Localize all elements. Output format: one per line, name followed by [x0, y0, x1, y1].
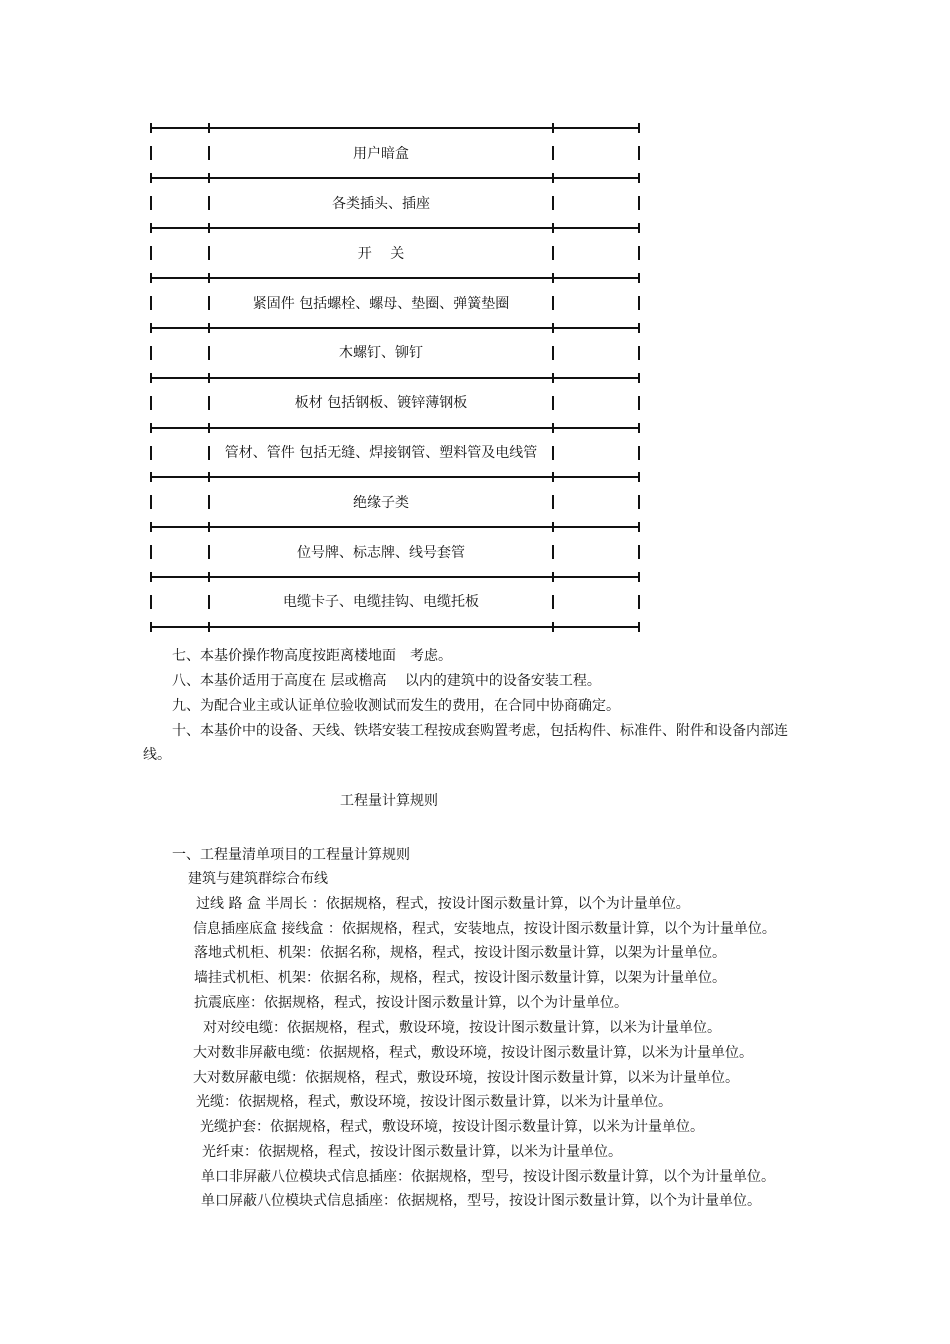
table-cell: 电缆卡子、电缆挂钩、电缆托板 — [283, 594, 479, 610]
table-border-bar — [208, 545, 210, 559]
table-border-tick — [552, 423, 554, 433]
table-cell: 位号牌、标志牌、线号套管 — [297, 545, 465, 561]
table-cell: 用户暗盒 — [353, 146, 409, 162]
table-border-tick — [552, 223, 554, 233]
note-9: 九、为配合业主或认证单位验收测试而发生的费用，在合同中协商确定。 — [172, 698, 620, 714]
table-border-tick — [150, 323, 152, 333]
table-border-bar — [150, 495, 152, 509]
table-rule — [150, 227, 640, 229]
table-border-bar — [208, 346, 210, 360]
table-border-bar — [150, 246, 152, 260]
rule-item: 单口非屏蔽八位模块式信息插座：依据规格，型号，按设计图示数量计算，以个为计量单位。 — [201, 1169, 775, 1185]
table-border-bar — [208, 595, 210, 609]
table-border-bar — [552, 495, 554, 509]
rule-item: 对对绞电缆：依据规格，程式，敷设环境，按设计图示数量计算，以米为计量单位。 — [203, 1020, 721, 1036]
table-border-bar — [150, 346, 152, 360]
materials-table — [150, 121, 640, 629]
table-cell: 板材 包括钢板、镀锌薄钢板 — [294, 395, 468, 411]
table-rule — [150, 277, 640, 279]
rules-subheading: 建筑与建筑群综合布线 — [188, 871, 328, 887]
table-border-bar — [150, 396, 152, 410]
rules-heading: 一、工程量清单项目的工程量计算规则 — [172, 847, 410, 863]
table-border-tick — [208, 522, 210, 532]
table-border-tick — [552, 522, 554, 532]
table-border-tick — [150, 472, 152, 482]
table-border-bar — [552, 296, 554, 310]
table-rule — [150, 327, 640, 329]
table-border-bar — [208, 495, 210, 509]
table-border-tick — [552, 472, 554, 482]
table-border-tick — [638, 572, 640, 582]
table-border-bar — [638, 146, 640, 160]
table-border-bar — [208, 196, 210, 210]
table-border-tick — [208, 472, 210, 482]
table-border-tick — [638, 622, 640, 632]
table-border-tick — [208, 373, 210, 383]
table-cell: 绝缘子类 — [353, 495, 409, 511]
table-border-bar — [638, 396, 640, 410]
table-rule — [150, 476, 640, 478]
table-border-tick — [208, 123, 210, 133]
table-border-tick — [638, 123, 640, 133]
table-border-bar — [638, 196, 640, 210]
table-rule — [150, 526, 640, 528]
table-border-tick — [638, 522, 640, 532]
table-border-tick — [638, 323, 640, 333]
table-rule — [150, 127, 640, 129]
table-border-tick — [208, 223, 210, 233]
table-border-tick — [150, 572, 152, 582]
table-border-tick — [552, 273, 554, 283]
table-border-bar — [150, 545, 152, 559]
note-10-continuation: 线。 — [143, 747, 171, 763]
rule-item: 光缆护套：依据规格，程式，敷设环境，按设计图示数量计算，以米为计量单位。 — [200, 1119, 704, 1135]
table-cell: 各类插头、插座 — [332, 196, 430, 212]
table-border-bar — [552, 196, 554, 210]
rule-item: 大对数非屏蔽电缆：依据规格，程式，敷设环境，按设计图示数量计算，以米为计量单位。 — [193, 1045, 753, 1061]
table-border-bar — [208, 246, 210, 260]
table-cell: 木螺钉、铆钉 — [339, 345, 423, 361]
table-border-bar — [150, 296, 152, 310]
table-rule — [150, 377, 640, 379]
table-border-tick — [150, 522, 152, 532]
table-border-bar — [552, 346, 554, 360]
table-border-tick — [208, 622, 210, 632]
table-border-tick — [150, 173, 152, 183]
table-border-tick — [150, 273, 152, 283]
table-cell: 开 关 — [357, 246, 405, 262]
table-border-tick — [552, 622, 554, 632]
rule-item: 落地式机柜、机架：依据名称，规格，程式，按设计图示数量计算，以架为计量单位。 — [194, 945, 726, 961]
table-rule — [150, 626, 640, 628]
section-title: 工程量计算规则 — [340, 793, 438, 809]
table-border-tick — [208, 273, 210, 283]
table-border-bar — [638, 246, 640, 260]
table-border-tick — [150, 223, 152, 233]
table-border-tick — [208, 572, 210, 582]
rule-item: 信息插座底盒 接线盒 ：依据规格，程式，安装地点，按设计图示数量计算，以个为计量单位。 — [193, 921, 776, 937]
table-border-tick — [208, 173, 210, 183]
rule-item: 过线 路 盒 半周长 ：依据规格，程式，按设计图示数量计算，以个为计量单位。 — [196, 896, 690, 912]
table-border-bar — [208, 396, 210, 410]
table-border-tick — [638, 472, 640, 482]
table-border-tick — [552, 323, 554, 333]
rule-item: 抗震底座：依据规格，程式，按设计图示数量计算，以个为计量单位。 — [194, 995, 628, 1011]
rule-item: 大对数屏蔽电缆：依据规格，程式，敷设环境，按设计图示数量计算，以米为计量单位。 — [193, 1070, 739, 1086]
table-border-tick — [208, 423, 210, 433]
table-rule — [150, 576, 640, 578]
table-border-bar — [150, 196, 152, 210]
table-border-bar — [208, 446, 210, 460]
table-border-tick — [552, 123, 554, 133]
table-border-tick — [150, 373, 152, 383]
table-border-tick — [150, 123, 152, 133]
note-8: 八、本基价适用于高度在 层或檐高 以内的建筑中的设备安装工程。 — [172, 673, 601, 689]
table-border-bar — [552, 396, 554, 410]
table-border-bar — [552, 146, 554, 160]
table-border-tick — [638, 173, 640, 183]
table-border-bar — [552, 446, 554, 460]
table-border-tick — [638, 223, 640, 233]
table-cell: 紧固件 包括螺栓、螺母、垫圈、弹簧垫圈 — [252, 296, 510, 312]
table-border-bar — [552, 246, 554, 260]
table-border-bar — [638, 595, 640, 609]
table-border-bar — [638, 495, 640, 509]
rule-item: 墙挂式机柜、机架：依据名称，规格，程式，按设计图示数量计算，以架为计量单位。 — [194, 970, 726, 986]
table-border-tick — [638, 273, 640, 283]
table-border-bar — [638, 545, 640, 559]
table-border-bar — [552, 545, 554, 559]
table-border-bar — [208, 296, 210, 310]
rule-item: 光缆：依据规格，程式，敷设环境，按设计图示数量计算，以米为计量单位。 — [196, 1094, 672, 1110]
table-rule — [150, 427, 640, 429]
rule-item: 单口屏蔽八位模块式信息插座：依据规格，型号，按设计图示数量计算，以个为计量单位。 — [201, 1193, 761, 1209]
table-border-bar — [150, 595, 152, 609]
table-border-tick — [208, 323, 210, 333]
table-border-tick — [150, 423, 152, 433]
table-border-bar — [150, 146, 152, 160]
table-border-tick — [552, 373, 554, 383]
table-border-bar — [638, 296, 640, 310]
table-rule — [150, 177, 640, 179]
table-cell: 管材、管件 包括无缝、焊接钢管、塑料管及电线管 — [224, 445, 538, 461]
table-border-bar — [552, 595, 554, 609]
table-border-bar — [638, 346, 640, 360]
table-border-tick — [552, 572, 554, 582]
table-border-tick — [552, 173, 554, 183]
note-7: 七、本基价操作物高度按距离楼地面 考虑。 — [172, 648, 452, 664]
table-border-bar — [208, 146, 210, 160]
rule-item: 光纤束：依据规格，程式，按设计图示数量计算，以米为计量单位。 — [202, 1144, 622, 1160]
note-10: 十、本基价中的设备、天线、铁塔安装工程按成套购置考虑，包括构件、标准件、附件和设备内部连 — [172, 723, 788, 739]
table-border-tick — [638, 373, 640, 383]
table-border-tick — [638, 423, 640, 433]
table-border-bar — [150, 446, 152, 460]
table-border-tick — [150, 622, 152, 632]
table-border-bar — [638, 446, 640, 460]
